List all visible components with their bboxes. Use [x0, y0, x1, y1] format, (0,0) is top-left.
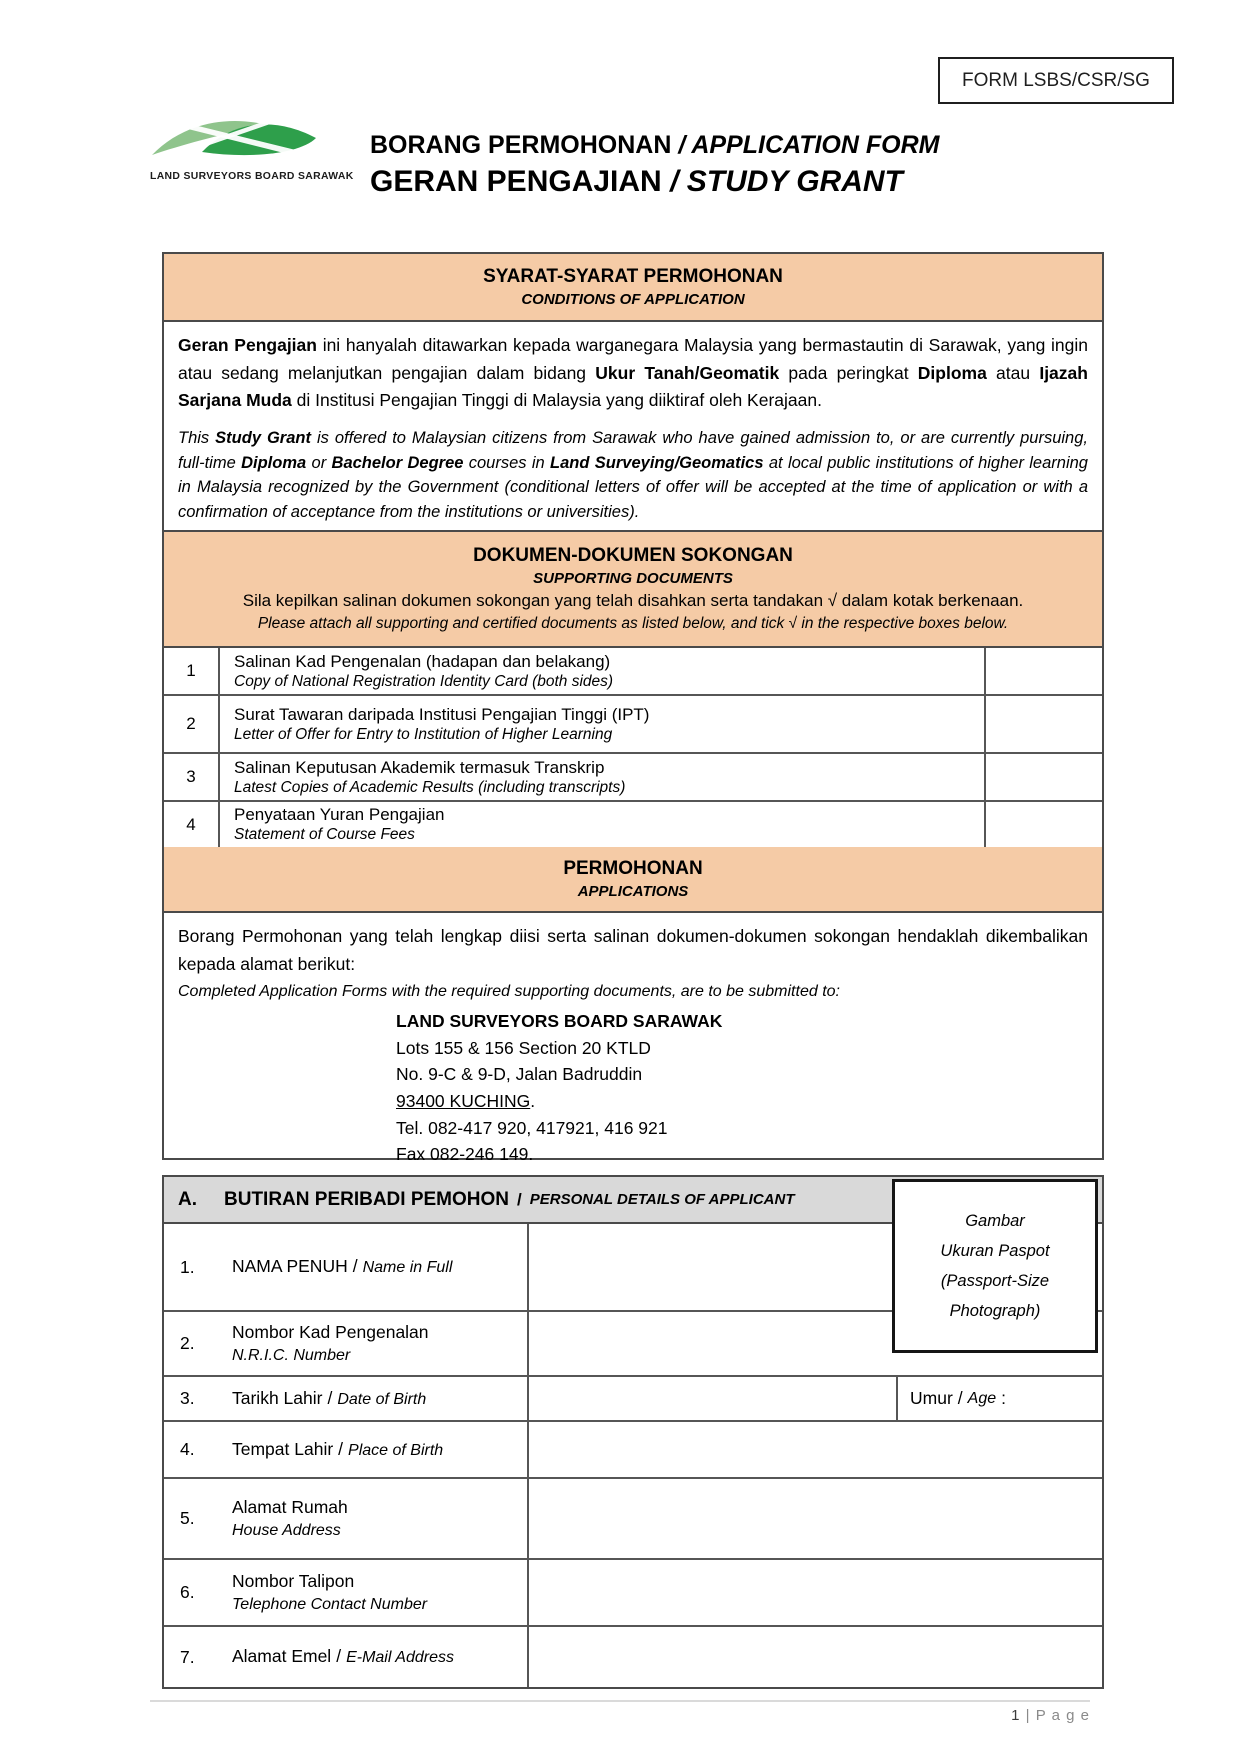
age-cell[interactable]: [898, 1377, 1102, 1420]
document-row-3: [164, 754, 1102, 802]
text-run: ini hanyalah ditawarkan kepada warganegara Malaysia yang bermastautin di Sarawak, yang ingin atau sedang melanjutkan pengajian dalam bidang: [178, 335, 1088, 383]
title2-english: / STUDY GRANT: [670, 165, 903, 198]
label-english: N.R.I.C. Number: [232, 1346, 351, 1364]
field-row-email: [164, 1627, 1102, 1687]
address-org-name: LAND SURVEYORS BOARD SARAWAK: [396, 1011, 723, 1032]
document-label-malay: Salinan Kad Pengenalan (hadapan dan belakang): [234, 651, 611, 671]
submission-address: [396, 1008, 1088, 1168]
bold-run: Land Surveying/Geomatics: [550, 453, 764, 472]
label-line: [232, 1387, 527, 1411]
row-label: [224, 1224, 529, 1310]
document-label-malay: Surat Tawaran daripada Institusi Pengajian Tinggi (IPT): [234, 704, 650, 724]
document-label-malay: Penyataan Yuran Pengajian: [234, 805, 445, 825]
document-label-english: Latest Copies of Academic Results (including transcripts): [234, 778, 626, 796]
row-number: 7.: [180, 1646, 195, 1667]
conditions-body: [164, 322, 1102, 532]
applications-body: [164, 913, 1102, 1178]
row-label: [224, 1479, 529, 1558]
telephone-input-field[interactable]: [529, 1560, 1102, 1625]
document-number: 1: [164, 648, 220, 694]
slash-separator: /: [352, 1256, 358, 1277]
place-of-birth-input-field[interactable]: [529, 1422, 1102, 1477]
row-number: 6.: [180, 1582, 195, 1602]
row-number: 2.: [180, 1333, 195, 1353]
footer-divider: [150, 1700, 1090, 1702]
row-label: [224, 1560, 529, 1625]
title1-english: / APPLICATION FORM: [678, 131, 940, 159]
conditions-header-band: [164, 254, 1102, 322]
label-english: Date of Birth: [337, 1390, 427, 1408]
conditions-paragraph-english: [178, 426, 1088, 525]
field-row-house-address: [164, 1479, 1102, 1560]
documents-heading-english: SUPPORTING DOCUMENTS: [533, 569, 733, 587]
document-label-english: Letter of Offer for Entry to Institution of Higher Learning: [234, 725, 613, 743]
document-label-english: Statement of Course Fees: [234, 826, 415, 844]
slash-separator: /: [957, 1388, 963, 1408]
row-label: [224, 1422, 529, 1477]
address-line-1: Lots 155 & 156 Section 20 KTLD: [396, 1037, 651, 1058]
label-english: Telephone Contact Number: [232, 1595, 428, 1613]
text-run: pada peringkat: [779, 362, 918, 383]
document-row-4: [164, 802, 1102, 847]
text-run: atau: [986, 362, 1040, 383]
row-number: 4.: [180, 1439, 195, 1459]
photo-box-line-3: (Passport-Size: [940, 1272, 1050, 1291]
page-number-value: 1: [1011, 1707, 1021, 1724]
photo-box-line-2: Ukuran Paspot: [940, 1242, 1050, 1261]
label-english: E-Mail Address: [346, 1649, 454, 1667]
label-malay: Tarikh Lahir: [232, 1387, 323, 1408]
section-letter: A.: [178, 1188, 197, 1210]
bold-run: Bachelor Degree: [331, 453, 464, 472]
conditions-paragraph-malay: [178, 332, 1088, 415]
logo: [150, 112, 354, 182]
email-input-field[interactable]: [529, 1627, 1102, 1687]
label-malay: Alamat Rumah: [232, 1496, 348, 1517]
document-title: [370, 131, 939, 199]
applications-paragraph-malay: Borang Permohonan yang telah lengkap diisi serta salinan dokumen-dokumen sokongan hendaklah dikembalikan kepada alamat berikut:: [178, 926, 1088, 974]
documents-heading-malay: DOKUMEN-DOKUMEN SOKONGAN: [473, 545, 793, 567]
row-number: 1.: [180, 1256, 195, 1277]
label-english: Name in Full: [362, 1259, 453, 1277]
documents-instruction-malay: Sila kepilkan salinan dokumen sokongan yang telah disahkan serta tandakan √ dalam kotak berkenaan.: [242, 591, 1024, 611]
label-malay: Nombor Kad Pengenalan: [232, 1321, 429, 1342]
title-line-2: [370, 165, 939, 199]
applications-paragraph-english: Completed Application Forms with the required supporting documents, are to be submitted to:: [178, 983, 840, 1001]
applications-heading-english: APPLICATIONS: [577, 882, 689, 900]
date-of-birth-input-field[interactable]: [529, 1377, 898, 1420]
row-label: [224, 1627, 529, 1687]
land-surveyors-board-logo-icon: [150, 151, 318, 168]
section-a-title-malay: BUTIRAN PERIBADI PEMOHON: [224, 1188, 510, 1210]
house-address-input-field[interactable]: [529, 1479, 1102, 1558]
label-malay: Nombor Talipon: [232, 1570, 355, 1591]
row-number: 5.: [180, 1508, 195, 1528]
label-english: Place of Birth: [348, 1441, 444, 1459]
photo-box-line-4: Photograph): [949, 1302, 1041, 1321]
text-run: is offered to Malaysian citizens from Sarawak who have gained admission to, or are currently pursuing, full-time: [178, 428, 1088, 472]
field-row-date-of-birth: [164, 1377, 1102, 1422]
label-line: [232, 1645, 527, 1669]
passport-photo-box[interactable]: [892, 1179, 1098, 1353]
page-number-label: | P a g e: [1025, 1707, 1090, 1724]
bold-run: Ijazah Sarjana Muda: [178, 362, 1088, 411]
row-label: [224, 1377, 529, 1420]
document-row-2: [164, 696, 1102, 754]
label-malay: Tempat Lahir: [232, 1438, 334, 1459]
logo-caption: LAND SURVEYORS BOARD SARAWAK: [150, 171, 354, 182]
tick-box-1[interactable]: [984, 648, 1102, 694]
document-description: [220, 648, 984, 694]
document-description: [220, 696, 984, 752]
row-number: 3.: [180, 1388, 195, 1408]
address-city-underlined: 93400 KUCHING: [396, 1091, 531, 1112]
field-row-place-of-birth: [164, 1422, 1102, 1479]
bold-run: Ukur Tanah/Geomatik: [595, 362, 780, 383]
label-line: [232, 1255, 527, 1279]
supporting-documents-header-band: [164, 532, 1102, 648]
tick-box-3[interactable]: [984, 754, 1102, 800]
age-label-malay: Umur: [910, 1388, 953, 1408]
document-description: [220, 754, 984, 800]
address-fax: Fax 082-246 149.: [396, 1144, 534, 1165]
address-telephone: Tel. 082-417 920, 417921, 416 921: [396, 1117, 668, 1138]
address-city-suffix: .: [530, 1091, 536, 1112]
label-malay: Alamat Emel: [232, 1646, 332, 1667]
applications-header-band: [164, 847, 1102, 913]
document-label-malay: Salinan Keputusan Akademik termasuk Transkrip: [234, 757, 605, 777]
label-english: House Address: [232, 1521, 341, 1539]
title1-malay: BORANG PERMOHONAN: [370, 131, 672, 159]
text-run: courses in: [463, 453, 551, 472]
slash-separator: /: [517, 1189, 522, 1209]
page-number: [150, 1707, 1090, 1724]
tick-box-4[interactable]: [984, 802, 1102, 847]
text-run: This: [178, 428, 216, 447]
text-run: or: [306, 453, 332, 472]
form-code-box: [938, 57, 1174, 104]
slash-separator: /: [336, 1646, 342, 1667]
document-number: 2: [164, 696, 220, 752]
main-content-box: [162, 252, 1104, 1165]
label-malay: NAMA PENUH: [232, 1256, 348, 1277]
slash-separator: /: [327, 1387, 333, 1408]
applications-heading-malay: PERMOHONAN: [563, 858, 703, 880]
text-run: di Institusi Pengajian Tinggi di Malaysia yang diiktiraf oleh Kerajaan.: [291, 390, 822, 411]
document-label-english: Copy of National Registration Identity Card (both sides): [234, 672, 614, 690]
text-run: at local public institutions of higher learning in Malaysia recognized by the Government (conditional letters of offer will be accepted at the time of application or with a confirmation of acceptance from the institutions or universities).: [178, 453, 1088, 522]
field-row-telephone: [164, 1560, 1102, 1627]
conditions-heading-malay: SYARAT-SYARAT PERMOHONAN: [483, 266, 783, 288]
colon-separator: :: [1001, 1388, 1006, 1408]
document-row-1: [164, 648, 1102, 696]
bold-run: Geran Pengajian: [178, 335, 317, 355]
title-line-1: [370, 131, 939, 160]
title2-malay: GERAN PENGAJIAN: [370, 165, 662, 198]
bold-run: Study Grant: [215, 428, 311, 447]
documents-instruction-english: Please attach all supporting and certified documents as listed below, and tick √ in the respective boxes below.: [257, 615, 1009, 632]
section-a-title-english: PERSONAL DETAILS OF APPLICANT: [529, 1191, 795, 1208]
bold-run: Diploma: [241, 453, 307, 472]
tick-box-2[interactable]: [984, 696, 1102, 752]
row-label: [224, 1312, 529, 1375]
document-number: 4: [164, 802, 220, 847]
conditions-heading-english: CONDITIONS OF APPLICATION: [521, 290, 745, 308]
slash-separator: /: [338, 1438, 344, 1459]
age-label-english: Age: [967, 1389, 997, 1407]
photo-box-line-1: Gambar: [965, 1212, 1025, 1230]
form-code-label: FORM LSBS/CSR/SG: [962, 69, 1150, 91]
document-number: 3: [164, 754, 220, 800]
address-line-2: No. 9-C & 9-D, Jalan Badruddin: [396, 1064, 643, 1085]
label-line: [232, 1438, 527, 1462]
address-line-3: [396, 1088, 1088, 1115]
bold-run: Diploma: [917, 362, 987, 383]
document-description: [220, 802, 984, 847]
